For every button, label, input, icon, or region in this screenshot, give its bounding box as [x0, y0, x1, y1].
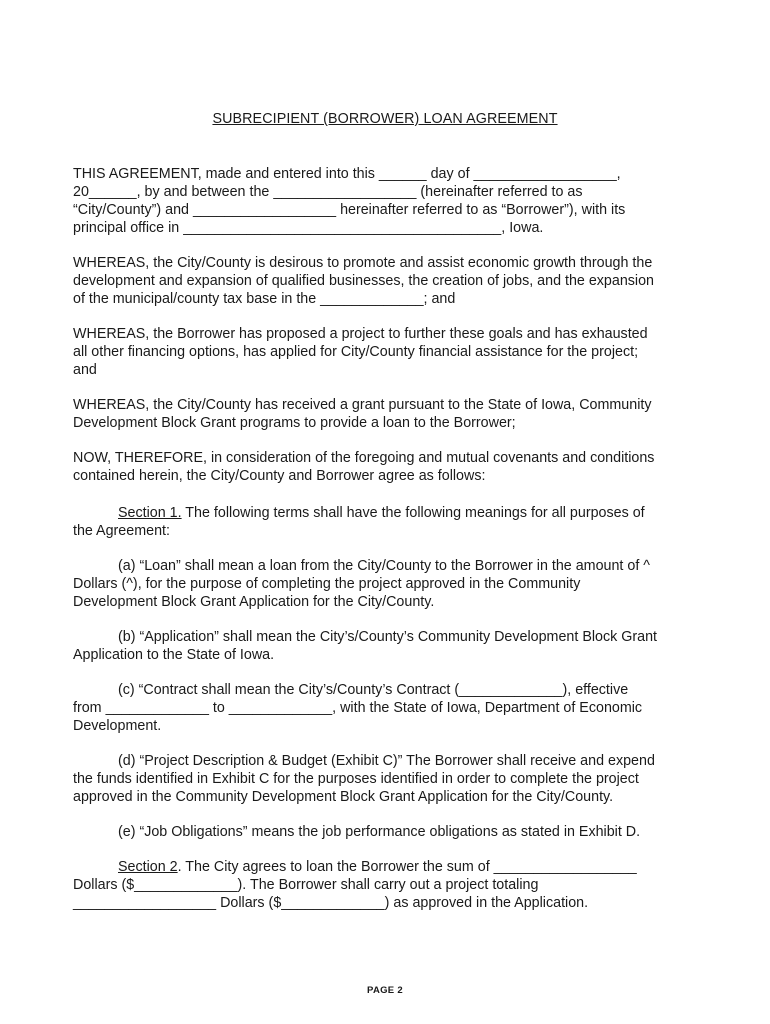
text-line: WHEREAS, the City/County is desirous to promote and assist economic growth through the	[73, 255, 653, 271]
text-line: (c) “Contract shall mean the City’s/County’s Contract (_____________), effective	[118, 682, 629, 698]
whereas-paragraph-2	[73, 325, 703, 379]
text-line: (d) “Project Description & Budget (Exhibit C)” The Borrower shall receive and expend	[118, 753, 655, 769]
text-line: Dollars ($_____________). The Borrower shall carry out a project totaling	[73, 877, 539, 893]
text-line: The following terms shall have the following meanings for all purposes of	[181, 505, 645, 521]
text-line: development and expansion of qualified businesses, the creation of jobs, and the expansion	[73, 273, 655, 289]
text-line: __________________ Dollars ($_____________) as approved in the Application.	[73, 895, 589, 911]
text-line: NOW, THEREFORE, in consideration of the foregoing and mutual covenants and conditions	[73, 450, 655, 466]
text-line: THIS AGREEMENT, made and entered into this ______ day of __________________,	[73, 166, 621, 182]
document-title: SUBRECIPIENT (BORROWER) LOAN AGREEMENT	[212, 111, 558, 127]
text-line: “City/County”) and __________________ hereinafter referred to as “Borrower”), with its	[73, 202, 626, 218]
text-line: and	[73, 362, 97, 378]
section-1-paragraph	[73, 504, 703, 540]
whereas-paragraph-1	[73, 254, 703, 308]
text-line: from _____________ to _____________, with the State of Iowa, Department of Economic	[73, 700, 643, 716]
text-line: Development.	[73, 718, 162, 734]
text-line: WHEREAS, the City/County has received a grant pursuant to the State of Iowa, Community	[73, 397, 652, 413]
text-line: Application to the State of Iowa.	[73, 647, 275, 663]
text-line: approved in the Community Development Block Grant Application for the City/County.	[73, 789, 614, 805]
intro-paragraph	[73, 165, 703, 237]
text-line: Dollars (^), for the purpose of completing the project approved in the Community	[73, 576, 581, 592]
text-line: all other financing options, has applied for City/County financial assistance for the project;	[73, 344, 639, 360]
text-line: Development Block Grant programs to provide a loan to the Borrower;	[73, 415, 516, 431]
page-number: PAGE 2	[367, 985, 403, 996]
text-line: (a) “Loan” shall mean a loan from the City/County to the Borrower in the amount of ^	[118, 558, 650, 574]
item-c-paragraph	[73, 681, 703, 735]
text-line: contained herein, the City/County and Borrower agree as follows:	[73, 468, 486, 484]
now-therefore-paragraph	[73, 449, 703, 485]
text-line: WHEREAS, the Borrower has proposed a project to further these goals and has exhausted	[73, 326, 648, 342]
text-line: . The City agrees to loan the Borrower the sum of __________________	[177, 859, 637, 875]
text-line: (e) “Job Obligations” means the job performance obligations as stated in Exhibit D.	[118, 824, 641, 840]
text-line: (b) “Application” shall mean the City’s/County’s Community Development Block Grant	[118, 629, 658, 645]
whereas-paragraph-3	[73, 396, 703, 432]
text-line: the Agreement:	[73, 523, 170, 539]
text-line: 20______, by and between the __________________ (hereinafter referred to as	[73, 184, 583, 200]
document-body	[73, 165, 703, 929]
item-a-paragraph	[73, 557, 703, 611]
item-b-paragraph	[73, 628, 703, 664]
text-line: the funds identified in Exhibit C for the purposes identified in order to complete the project	[73, 771, 639, 787]
section-2-heading: Section 2	[118, 859, 178, 875]
item-e-paragraph	[73, 823, 703, 841]
section-2-paragraph	[73, 858, 703, 912]
text-line: of the municipal/county tax base in the _____________; and	[73, 291, 456, 307]
text-line: Development Block Grant Application for the City/County.	[73, 594, 435, 610]
text-line: principal office in ________________________________________, Iowa.	[73, 220, 544, 236]
section-1-heading: Section 1.	[118, 505, 182, 521]
item-d-paragraph	[73, 752, 703, 806]
